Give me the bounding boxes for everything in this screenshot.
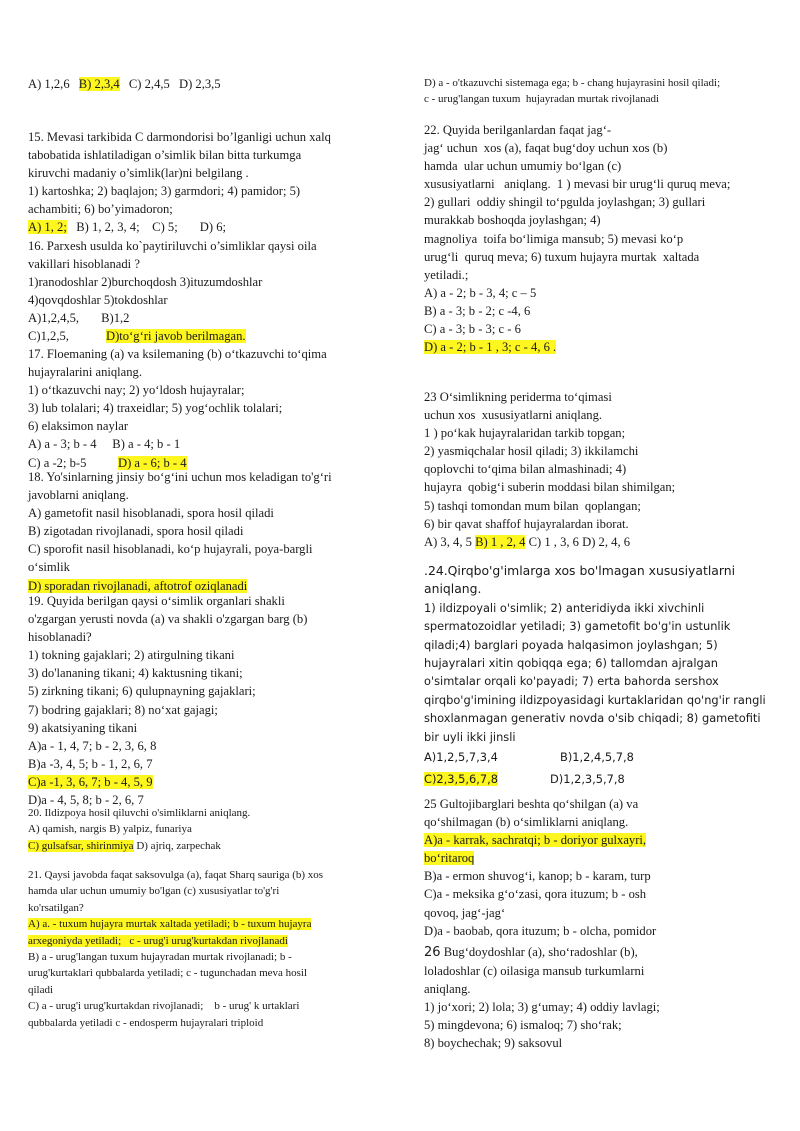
- text-line: qovoq, jag‘-jag‘: [424, 905, 506, 920]
- text-line: hamda ular uchun umumiy bo'lgan (c) xususiyatlar to'g'ri: [28, 885, 280, 898]
- answer-highlighted: D) a - 6; b - 4: [118, 455, 187, 470]
- question-26: [424, 943, 772, 1053]
- text-line: 3) lub tolalari; 4) traxeidlar; 5) yog‘ochlik tolalari;: [28, 401, 283, 416]
- text-line: qirqbo'g'imining ildizpoyasidagi kurtaklaridan qo'ng'ir rangli: [424, 692, 766, 707]
- question-18: [28, 468, 403, 595]
- option-b-highlighted: B) 2,3,4: [78, 77, 120, 91]
- question-25: [424, 795, 772, 940]
- option-c: C) 2,4,5: [128, 77, 170, 91]
- text-line: spermatozoidlar yetiladi; 3) gametofit bo'g'in ustunlik: [424, 619, 731, 634]
- answer-highlighted: B) 1 , 2, 4: [475, 534, 526, 549]
- text-line: .24.Qirqbo'g'imlarga xos bo'lmagan xususiyatlarni: [424, 563, 736, 578]
- text-line: C) a - urug'i urug'kurtakdan rivojlanadi; b - urug' k urtaklari: [28, 1000, 300, 1013]
- question-20: [28, 805, 403, 854]
- text-line: yetiladi.;: [424, 267, 469, 282]
- question-21-continued: [424, 75, 772, 108]
- text-line: 2) gullari oddiy shingil to‘pgulda joylashgan; 3) gullari: [424, 195, 706, 210]
- question-21: [28, 867, 403, 1031]
- text-line: 22. Quyida berilganlardan faqat jag‘-: [424, 123, 612, 137]
- option-c: C)1,2,5,: [28, 329, 69, 344]
- text-line: 1) tokning gajaklari; 2) atirgulning tikani: [28, 648, 235, 663]
- text-line: 21. Qaysi javobda faqat saksovulga (a), faqat Sharq sauriga (b) xos: [28, 869, 324, 881]
- text-line: A) qamish, nargis B) yalpiz, funariya: [28, 823, 192, 836]
- text-line: 5) zirkning tikani; 6) qulupnayning gajaklari;: [28, 684, 256, 699]
- options-text: C) 1 , 3, 6 D) 2, 4, 6: [525, 534, 631, 549]
- text-line: A) gametofit nasil hisoblanadi, spora hosil qiladi: [28, 506, 274, 521]
- option-d: D)1,2,3,5,7,8: [549, 772, 625, 787]
- text-line: D) a - o'tkazuvchi sistemaga ega; b - chang hujayrasini hosil qiladi;: [424, 77, 721, 89]
- text-line: C)a - meksika g‘o‘zasi, qora ituzum; b - osh: [424, 887, 647, 902]
- text-line: tabobatida ishlatiladigan o’simlik bilan bitta turkumga: [28, 148, 302, 163]
- text-line: 17. Floemaning (a) va ksilemaning (b) o‘tkazuvchi to‘qima: [28, 347, 327, 361]
- text-line: kiruvchi madaniy o’simlik(lar)ni belgilang .: [28, 166, 249, 181]
- text-line: 1 ) po‘kak hujayralaridan tarkib topgan;: [424, 426, 626, 441]
- text-line: B) zigotadan rivojlanadi, spora hosil qiladi: [28, 524, 244, 539]
- text-line: 1)ranodoshlar 2)burchoqdosh 3)ituzumdoshlar: [28, 275, 263, 290]
- text-line: 9) akatsiyaning tikani: [28, 720, 138, 735]
- text-line: 5) mingdevona; 6) ismaloq; 7) sho‘rak;: [424, 1018, 622, 1033]
- options-text: B) 1, 2, 3, 4; C) 5; D) 6;: [66, 220, 226, 235]
- text-line: qo‘shilmagan (b) o‘simliklarni aniqlang.: [424, 815, 629, 830]
- text-line: ko'rsatilgan?: [28, 901, 84, 914]
- text-line: A) a - 3; b - 4 B) a - 4; b - 1: [28, 437, 181, 452]
- text-line: A) a - 2; b - 3, 4; c – 5: [424, 285, 537, 300]
- text-line: B) a - 3; b - 2; c -4, 6: [424, 303, 531, 318]
- text-line: urug'kurtaklari qubbalarda yetiladi; c - tugunchadan meva hosil: [28, 967, 308, 980]
- text-line: shoxlanmagan generativ novda o'sib chiqadi; 8) gametofiti: [424, 711, 761, 726]
- answer-highlighted: D) sporadan rivojlanadi, aftotrof oziqlanadi: [28, 578, 248, 593]
- answer-highlighted: bo‘ritaroq: [424, 851, 475, 866]
- text-line: hujayra qobig‘i suberin moddasi bilan shimilgan;: [424, 480, 676, 495]
- text-line: 20. Ildizpoya hosil qiluvchi o'simliklarni aniqlang.: [28, 807, 251, 819]
- text-line: 18. Yo'sinlarning jinsiy bo‘g‘ini uchun mos keladigan to'g‘ri: [28, 470, 332, 484]
- text-line: javoblarni aniqlang.: [28, 488, 129, 503]
- text-line: achambiti; 6) bo’yimadoron;: [28, 202, 173, 217]
- text-line: 1) kartoshka; 2) baqlajon; 3) garmdori; 4) pamidor; 5): [28, 184, 301, 199]
- text-line: bir uyli ikki jinsli: [424, 729, 516, 744]
- text-line: 25 Gultojibarglari beshta qo‘shilgan (a) va: [424, 797, 639, 811]
- text-line: 23 O‘simlikning periderma to‘qimasi: [424, 390, 612, 404]
- text-line: 1) jo‘xori; 2) lola; 3) g‘umay; 4) oddiy lavlagi;: [424, 1000, 660, 1015]
- text-line: loladoshlar (c) oilasiga mansub turkumlarni: [424, 964, 645, 979]
- question-17: [28, 345, 403, 472]
- option-a: A) 3, 4, 5: [424, 534, 476, 549]
- text-line: 3) do'lananing tikani; 4) kaktusning tikani;: [28, 666, 243, 681]
- answer-highlighted: C)2,3,5,6,7,8: [424, 772, 498, 787]
- text-line: qubbalarda yetiladi c - endosperm hujayralari triploid: [28, 1016, 264, 1029]
- text-line: C) sporofit nasil hisoblanadi, ko‘p hujayrali, poya-bargli: [28, 542, 313, 557]
- answer-highlighted: A) 1, 2;: [28, 220, 67, 235]
- answer-highlighted: D)to‘g‘ri javob berilmagan.: [106, 329, 246, 344]
- text-line: qoplovchi to‘qima bilan almashinadi; 4): [424, 462, 627, 477]
- option-d: D) 2,3,5: [178, 77, 221, 91]
- question-23: [424, 388, 772, 551]
- answer-highlighted: D) a - 2; b - 1 , 3; c - 4, 6 .: [424, 340, 557, 355]
- text-line: 8) boychechak; 9) saksovul: [424, 1036, 563, 1051]
- text-line: o'simtalar orqali ko'payadi; 7) erta bahorda sershox: [424, 674, 719, 689]
- answer-row-prev: [28, 75, 403, 93]
- text-line: o‘simlik: [28, 560, 70, 575]
- question-24: [424, 562, 772, 790]
- text-line: D)a - baobab, qora ituzum; b - olcha, pomidor: [424, 923, 657, 938]
- text-line: vakillari hisoblanadi ?: [28, 257, 140, 272]
- text-line: o'zgargan yerusti novda (a) va shakli o'zgargan barg (b): [28, 612, 308, 627]
- question-16: [28, 237, 403, 346]
- text-line: hamda ular uchun umumiy bo‘lgan (c): [424, 159, 622, 174]
- answer-highlighted: A) a. - tuxum hujayra murtak xaltada yetiladi; b - tuxum hujayra: [28, 918, 312, 931]
- text-line: 5) tashqi tomondan mum bilan qoplangan;: [424, 498, 641, 513]
- text-line: B) a - urug'langan tuxum hujayradan murtak rivojlanadi; b -: [28, 951, 292, 964]
- question-15: [28, 128, 403, 237]
- text-line: hisoblanadi?: [28, 630, 92, 645]
- text-line: qiladi;4) barglari poyada halqasimon joylashgan; 5): [424, 637, 718, 652]
- option-d: D) ajriq, zarpechak: [133, 839, 221, 852]
- text-line: c - urug'langan tuxum hujayradan murtak rivojlanadi: [424, 93, 660, 106]
- text-line: 7) bodring gajaklari; 8) no‘xat gajagi;: [28, 702, 218, 717]
- text-line: uchun xos xususiyatlarni aniqlang.: [424, 408, 603, 423]
- text-line: qiladi: [28, 983, 54, 996]
- option-b: B)1,2,4,5,7,8: [560, 750, 634, 765]
- text-line: aniqlang.: [424, 982, 471, 997]
- answer-highlighted: A)a - karrak, sachratqi; b - doriyor gulxayri,: [424, 833, 647, 848]
- text-line: urug‘li quruq meva; 6) tuxum hujayra murtak xaltada: [424, 249, 700, 264]
- text-line: D)a - 4, 5, 8; b - 2, 6, 7: [28, 793, 144, 808]
- text-line: hujayralari xitin qobiqqa ega; 6) tallomdan ajralgan: [424, 656, 718, 671]
- text-line: A)a - 1, 4, 7; b - 2, 3, 6, 8: [28, 738, 157, 753]
- option-a: A) 1,2,6: [28, 77, 70, 91]
- answer-highlighted: C) gulsafsar, shirinmiya: [28, 839, 134, 852]
- question-number: 26: [424, 945, 441, 960]
- option-c: C) a -2; b-5: [28, 455, 87, 470]
- text-line: 16. Parxesh usulda ko`paytiriluvchi o’simliklar qaysi oila: [28, 239, 317, 253]
- question-19: [28, 592, 403, 809]
- text-line: 1) o‘tkazuvchi nay; 2) yo‘ldosh hujayralar;: [28, 383, 245, 398]
- text-line: magnoliya toifa bo‘limiga mansub; 5) mevasi ko‘p: [424, 231, 684, 246]
- text-line: C) a - 3; b - 3; c - 6: [424, 322, 521, 337]
- answer-highlighted: C)a -1, 3, 6, 7; b - 4, 5, 9: [28, 774, 153, 789]
- text-line: B)a - ermon shuvog‘i, kanop; b - karam, turp: [424, 869, 651, 884]
- text-line: Bug‘doydoshlar (a), sho‘radoshlar (b),: [440, 945, 638, 959]
- text-line: xususiyatlarni aniqlang. 1 ) mevasi bir urug‘li quruq meva;: [424, 177, 731, 192]
- text-line: jag‘ uchun xos (a), faqat bug‘doy uchun xos (b): [424, 141, 668, 156]
- question-22: [424, 121, 772, 356]
- text-line: 1) ildizpoyali o'simlik; 2) anteridiyda ikki xivchinli: [424, 600, 705, 615]
- text-line: B)a -3, 4, 5; b - 1, 2, 6, 7: [28, 756, 153, 771]
- text-line: 4)qovqdoshlar 5)tokdoshlar: [28, 293, 168, 308]
- text-line: 19. Quyida berilgan qaysi o‘simlik organlari shakli: [28, 594, 285, 608]
- text-line: murakkab boshoqda joylashgan; 4): [424, 213, 601, 228]
- text-line: 15. Mevasi tarkibida C darmondorisi bo’lganligi uchun xalq: [28, 130, 331, 144]
- text-line: 6) elaksimon naylar: [28, 419, 129, 434]
- text-line: A)1,2,4,5, B)1,2: [28, 311, 130, 326]
- answer-highlighted: arxegoniyda yetiladi; c - urug'i urug'kurtakdan rivojlanadi: [28, 934, 288, 947]
- text-line: hujayralarini aniqlang.: [28, 365, 143, 380]
- text-line: 6) bir qavat shaffof hujayralardan iborat.: [424, 516, 629, 531]
- option-a: A)1,2,5,7,3,4: [424, 750, 498, 765]
- text-line: aniqlang.: [424, 581, 482, 597]
- text-line: 2) yasmiqchalar hosil qiladi; 3) ikkilamchi: [424, 444, 639, 459]
